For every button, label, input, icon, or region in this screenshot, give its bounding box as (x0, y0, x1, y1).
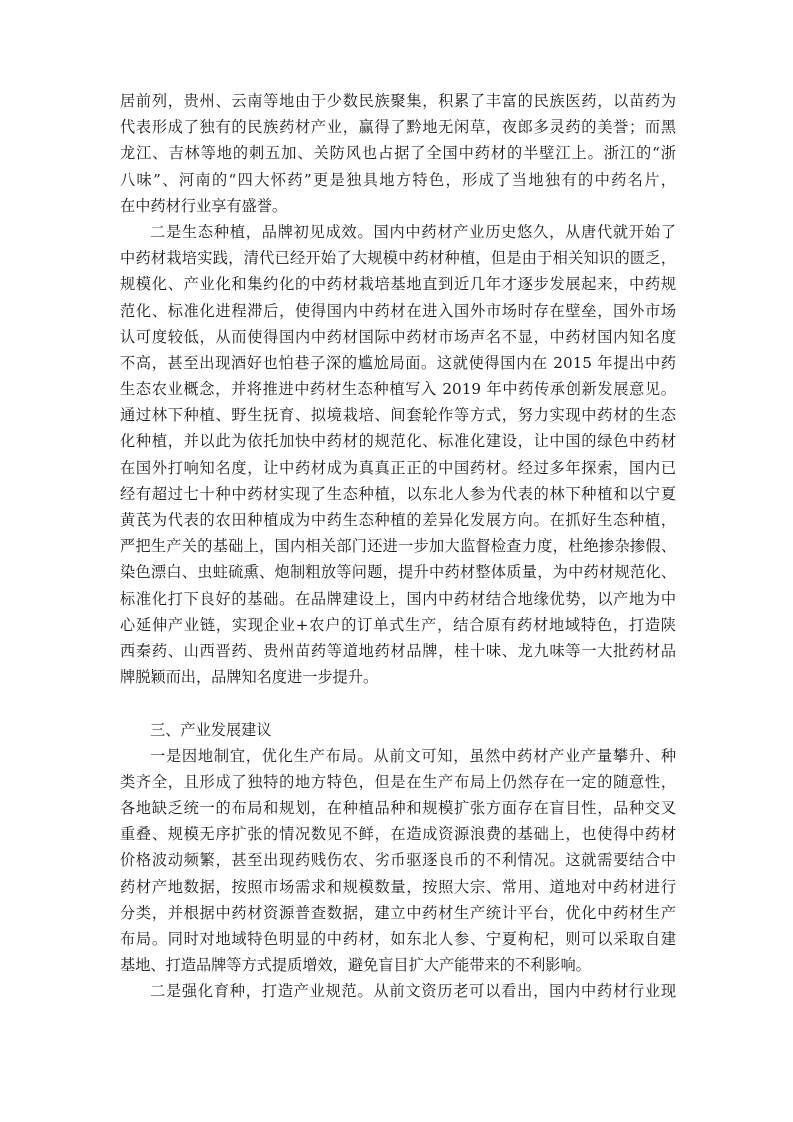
text-line: 范化、标准化进程滞后，使得国内中药材在进入国外市场时存在壁垒，国外市场 (120, 301, 676, 320)
text-line: 八味”、河南的“四大怀药”更是独具地方特色，形成了当地独有的中药名片， (120, 170, 676, 189)
document-page (120, 88, 676, 1005)
text-line: 基地、打造品牌等方式提质增效，避免盲目扩大产能带来的不利影响。 (120, 956, 591, 975)
text-line: 居前列，贵州、云南等地由于少数民族聚集，积累了丰富的民族医药，以苗药为 (120, 92, 676, 110)
paragraph-2 (120, 219, 676, 690)
text-line: 严把生产关的基础上，国内相关部门还进一步加大监督检查力度，杜绝掺杂掺假、 (120, 537, 676, 556)
text-line: 西秦药、山西晋药、贵州苗药等道地药材品牌，桂十味、龙九味等一大批药材品 (120, 641, 676, 660)
text-line: 心延伸产业链，实现企业+农户的订单式生产，结合原有药材地域特色，打造陕 (120, 615, 676, 634)
text-line: 各地缺乏统一的布局和规划，在种植品种和规模扩张方面存在盲目性，品种交叉 (120, 799, 676, 818)
paragraph-spacer (120, 690, 676, 716)
text-line: 化种植，并以此为依托加快中药材的规范化、标准化建设，让中国的绿色中药材 (120, 432, 676, 451)
text-line: 黄芪为代表的农田种植成为中药生态种植的差异化发展方向。在抓好生态种植， (120, 511, 676, 529)
text-line: 生态农业概念，并将推进中药材生态种植写入 2019 年中药传承创新发展意见。 (120, 380, 676, 399)
text-line: 一是因地制宜，优化生产布局。从前文可知，虽然中药材产业产量攀升、种 (150, 746, 676, 765)
paragraph-4 (120, 978, 676, 1004)
paragraph-3 (120, 743, 676, 979)
text-line: 认可度较低，从而使得国内中药材国际中药材市场声名不显，中药材国内知名度 (120, 327, 676, 346)
text-line: 二是强化育种，打造产业规范。从前文资历老可以看出，国内中药材行业现 (150, 982, 676, 1001)
section-heading (120, 717, 676, 743)
text-line: 价格波动频繁，甚至出现药贱伤农、劣币驱逐良币的不利情况。这就需要结合中 (120, 851, 676, 870)
text-line: 在中药材行业享有盛誉。 (120, 196, 288, 215)
text-line: 规模化、产业化和集约化的中药材栽培基地直到近几年才逐步发展起来，中药规 (120, 275, 676, 294)
text-line: 龙江、吉林等地的刺五加、关防风也占据了全国中药材的半壁江上。浙江的“浙 (120, 144, 676, 163)
text-line: 分类，并根据中药材资源普查数据，建立中药材生产统计平台，优化中药材生产 (120, 903, 676, 922)
text-line: 在国外打响知名度，让中药材成为真真正正的中国药材。经过多年探索，国内已 (120, 458, 676, 477)
text-line: 标准化打下良好的基础。在品牌建设上，国内中药材结合地缘优势，以产地为中 (120, 589, 676, 608)
text-line: 染色漂白、虫蛀硫熏、炮制粗放等问题，提升中药材整体质量，为中药材规范化、 (120, 563, 676, 582)
text-line: 经有超过七十种中药材实现了生态种植，以东北人参为代表的林下种植和以宁夏 (120, 484, 676, 503)
paragraph-1 (120, 88, 676, 219)
text-line: 类齐全，且形成了独特的地方特色，但是在生产布局上仍然存在一定的随意性， (120, 772, 676, 791)
text-line: 通过林下种植、野生抚育、拟境栽培、间套轮作等方式，努力实现中药材的生态 (120, 406, 676, 425)
text-line: 不高，甚至出现酒好也怕巷子深的尴尬局面。这就使得国内在 2015 年提出中药 (120, 353, 676, 372)
text-line: 二是生态种植，品牌初见成效。国内中药材产业历史悠久，从唐代就开始了 (150, 222, 676, 241)
text-line: 代表形成了独有的民族药材产业，赢得了黔地无闲草，夜郎多灵药的美誉；而黑 (120, 118, 676, 137)
text-line: 牌脱颖而出，品牌知名度进一步提升。 (120, 668, 379, 687)
text-line: 中药材栽培实践，清代已经开始了大规模中药材种植，但是由于相关知识的匮乏， (120, 249, 676, 268)
text-line: 重叠、规模无序扩张的情况数见不鲜，在造成资源浪费的基础上，也使得中药材 (120, 825, 676, 844)
text-line: 药材产地数据，按照市场需求和规模数量，按照大宗、常用、道地对中药材进行 (120, 877, 676, 896)
section-heading-text: 三、产业发展建议 (150, 720, 272, 739)
text-line: 布局。同时对地域特色明显的中药材，如东北人参、宁夏枸杞，则可以采取自建 (120, 930, 676, 948)
